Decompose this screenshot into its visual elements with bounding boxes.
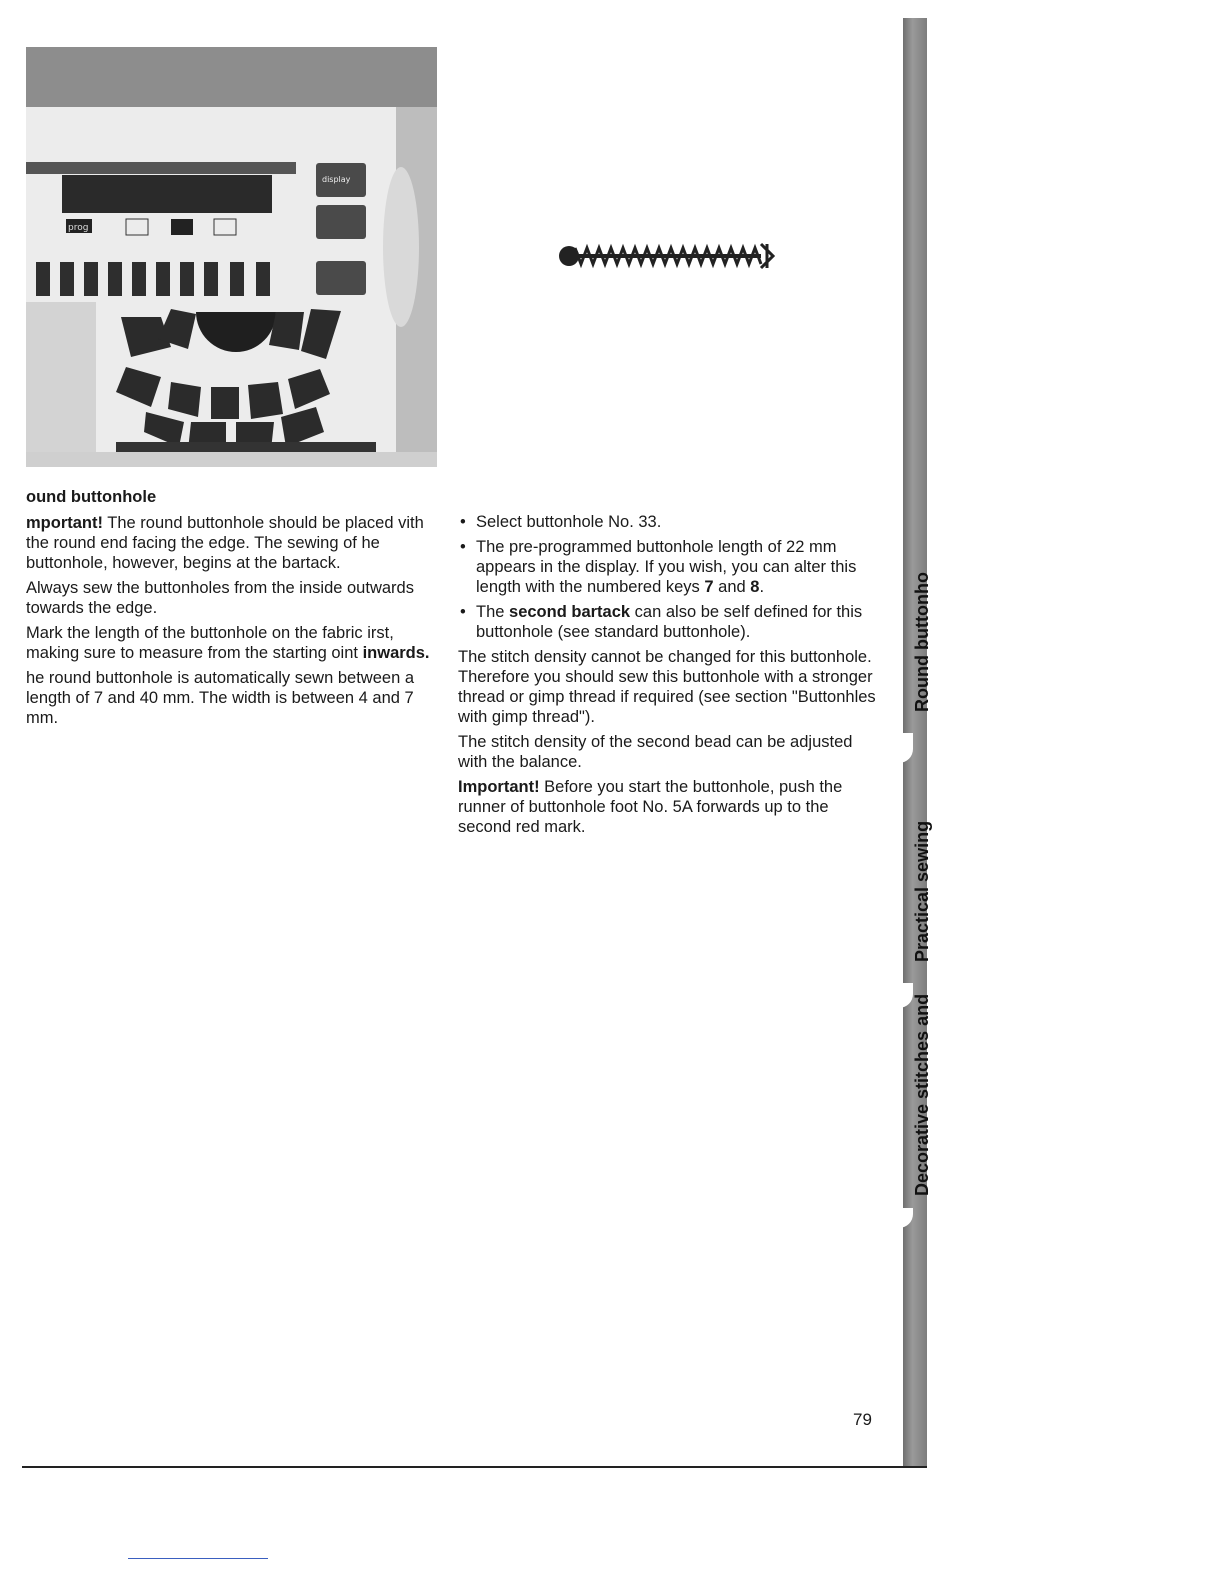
- sidebar-tab-decorative-stitches: Decorative stitches and: [912, 993, 932, 1196]
- important-label-2: Important!: [458, 778, 540, 796]
- list-item: [458, 537, 883, 597]
- round-buttonhole-stitch-illustration: [555, 230, 785, 285]
- display-key-label: display: [322, 175, 351, 184]
- key-7: 7: [704, 578, 714, 596]
- list-item: [458, 602, 883, 642]
- left-paragraph-4: he round buttonhole is automatically sewn between a length of 7 and 40 mm. The width is between 4 and 7 mm.: [26, 669, 414, 727]
- left-paragraph-3-text: Mark the length of the buttonhole on the fabric irst, making sure to measure from the starting oint: [26, 624, 394, 662]
- page-number: 79: [853, 1410, 872, 1429]
- prog-key-label: prog: [68, 223, 89, 233]
- machine-panel-photo: [26, 47, 437, 467]
- inwards-bold: inwards.: [362, 644, 430, 662]
- key-8: 8: [750, 578, 760, 596]
- bullet3-text-b: can also be self defined for this buttonhole (see standard buttonhole).: [476, 603, 863, 641]
- left-paragraph-3: [26, 623, 446, 663]
- instruction-list: [458, 512, 883, 642]
- right-paragraph-1: The stitch density cannot be changed for this buttonhole. Therefore you should sew this buttonhole with a stronger thread or gimp thread if required (see section "Buttonhles with gimp thread").: [458, 648, 876, 726]
- bullet2-end: .: [759, 578, 765, 596]
- important-label: mportant!: [26, 514, 103, 532]
- chapter-sidebar: [903, 18, 927, 1468]
- footer-link-line: [128, 1558, 268, 1559]
- bullet2-text: The pre-programmed buttonhole length of 22 mm appears in the display. If you wish, you can alter this length with the numbered keys: [476, 538, 857, 596]
- right-paragraph-3-text: Before you start the buttonhole, push the runner of buttonhole foot No. 5A forwards up to the second red mark.: [458, 778, 843, 836]
- bullet2-and: and: [713, 578, 751, 596]
- footer-rule: [22, 1466, 927, 1468]
- left-paragraph-1: [26, 513, 446, 573]
- left-column: [26, 487, 446, 733]
- left-paragraph-1-text: The round buttonhole should be placed vith the round end facing the edge. The sewing of he buttonhole, however, begins at the bartack.: [26, 514, 424, 572]
- sidebar-tab-practical-sewing: Practical sewing: [912, 820, 932, 962]
- list-item: • Select buttonhole No. 33.: [458, 512, 883, 532]
- right-column: [458, 512, 883, 842]
- right-paragraph-2: The stitch density of the second bead can be adjusted with the balance.: [458, 733, 853, 771]
- sidebar-tab-round-buttonhole: Round buttonho: [912, 572, 932, 712]
- left-paragraph-2: Always sew the buttonholes from the inside outwards towards the edge.: [26, 579, 414, 617]
- right-paragraph-3: [458, 777, 883, 837]
- section-heading: ound buttonhole: [26, 488, 157, 506]
- bullet3-text-a: The: [476, 603, 510, 621]
- second-bartack-bold: second bartack: [509, 603, 631, 621]
